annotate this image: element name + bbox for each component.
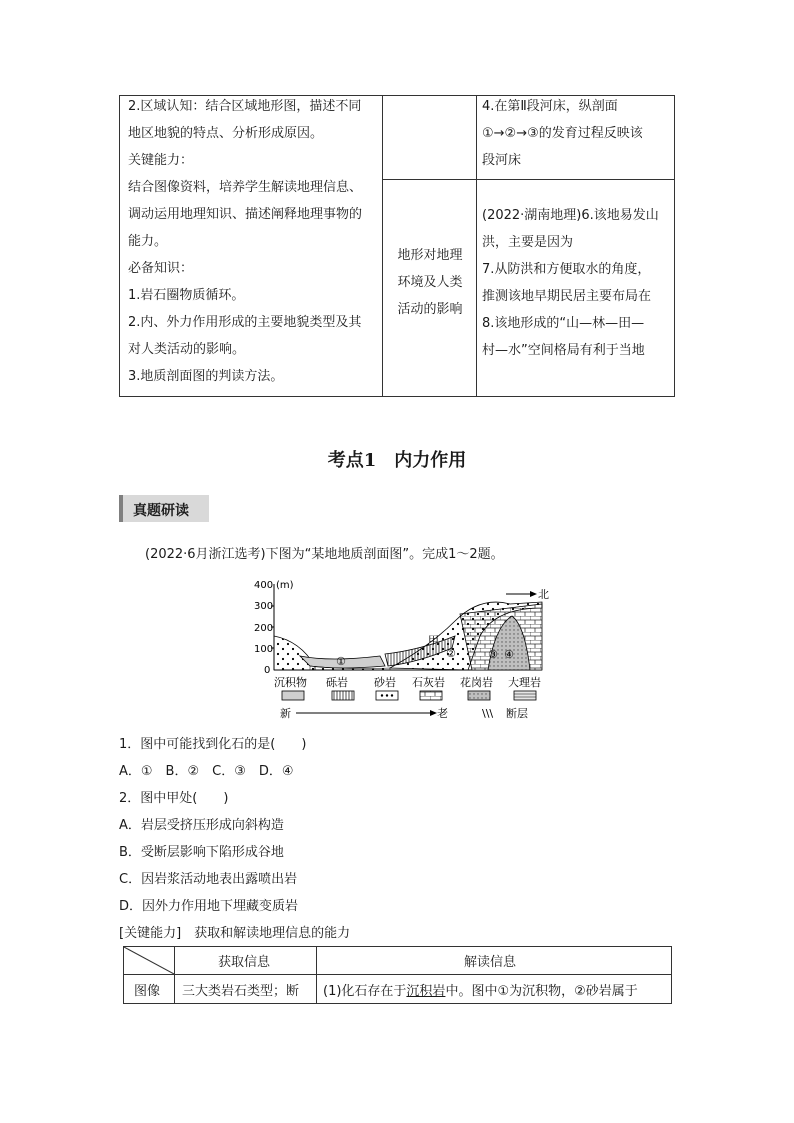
marker-4: ④ (504, 648, 514, 661)
y-tick-400: 400 (254, 580, 274, 591)
legend-limestone: 石灰岩 (412, 676, 445, 689)
marker-2: ② (446, 647, 456, 660)
section-title: 考点1 内力作用 (327, 450, 467, 471)
question-2-option-a: A．岩层受挤压形成向斜构造 (119, 818, 284, 833)
marker-3: ③ (488, 648, 498, 661)
y-tick-0: 0 (264, 665, 271, 676)
header-diagonal (124, 947, 174, 974)
y-tick-100: 100 (254, 644, 274, 655)
key-ability (119, 922, 350, 941)
table-col3-lower: (2022·湖南地理)6.该地易发山 洪，主要是因为 7.从防洪和方便取水的角度， 推测该地早期民居主要布局在 8.该地形成的“山—林—田— 村—水”空间格局有利于当地 (482, 208, 659, 358)
y-tick-200: 200 (254, 623, 274, 634)
section-tag (119, 495, 209, 522)
fault-symbol: \\\ (482, 707, 494, 720)
legend-swatch-granite (468, 691, 490, 700)
legend-granite: 花岗岩 (460, 676, 493, 689)
legend-swatch-marble (514, 691, 536, 700)
question-1-options: A．① B．② C．③ D．④ (119, 764, 294, 779)
north-label: 北 (538, 588, 549, 601)
table-col2-lower: 地形对地理 环境及人类 活动的影响 (397, 248, 463, 317)
marker-1: ① (336, 655, 346, 668)
question-1-stem: 1．图中可能找到化石的是( ) (119, 737, 307, 752)
question-2-stem: 2．图中甲处( ) (119, 791, 229, 806)
old-label: 老 (437, 707, 448, 720)
new-label: 新 (280, 707, 291, 720)
fault-label: 断层 (506, 707, 528, 720)
jia-label: 甲 (428, 634, 439, 647)
question-2-option-b: B．受断层影响下陷形成谷地 (119, 845, 284, 860)
question-2-option-d: D．因外力作用地下埋藏变质岩 (119, 899, 299, 914)
legend-sandstone: 砂岩 (374, 676, 396, 689)
legend-swatch-sediment (282, 691, 304, 700)
legend-marble: 大理岩 (508, 676, 541, 689)
table-col1: 2.区域认知：结合区域地形图，描述不同 地区地貌的特点、分析形成原因。 关键能力： 结合图像资料，培养学生解读地理信息、 调动运用地理知识、描述阐释地理事物的 能力。 必备知识： 1.岩石圈物质循环。 2.内、外力作用形成的主要地貌类型及其 对人类活动的影响。 3.地质剖面图的判读方法。 (128, 99, 363, 384)
legend-sediment: 沉积物 (274, 676, 307, 689)
standards-table (119, 95, 675, 397)
legend-conglomerate: 砾岩 (326, 676, 348, 689)
key-ability-text: 获取和解读地理信息的能力 (194, 926, 351, 941)
key-ability-bracket: [关键能力] (119, 926, 182, 941)
intro-text: (2022·6月浙江选考)下图为“某地地质剖面图”。完成1～2题。 (145, 547, 504, 562)
legend-swatch-limestone (420, 691, 442, 700)
row-acquire: 三大类岩石类型；断 (182, 984, 300, 999)
ability-table (123, 946, 672, 1004)
y-tick-300: 300 (254, 601, 274, 612)
row-interpret: (1)化石存在于沉积岩中。图中①为沉积物，②砂岩属于 (323, 984, 638, 999)
legend-swatch-conglomerate (332, 691, 354, 700)
header-interpret: 解读信息 (464, 955, 517, 970)
row-label: 图像 (134, 984, 161, 999)
section-tag-label: 真题研读 (133, 503, 189, 519)
header-acquire: 获取信息 (218, 955, 271, 970)
geologic-cross-section (240, 576, 560, 726)
table-col3-upper: 4.在第Ⅱ段河床，纵剖面 ①→②→③的发育过程反映该 段河床 (482, 99, 643, 168)
y-unit: (m) (276, 580, 294, 591)
underlined-term: 沉积岩 (406, 984, 446, 999)
question-2-option-c: C．因岩浆活动地表出露喷出岩 (119, 872, 298, 887)
